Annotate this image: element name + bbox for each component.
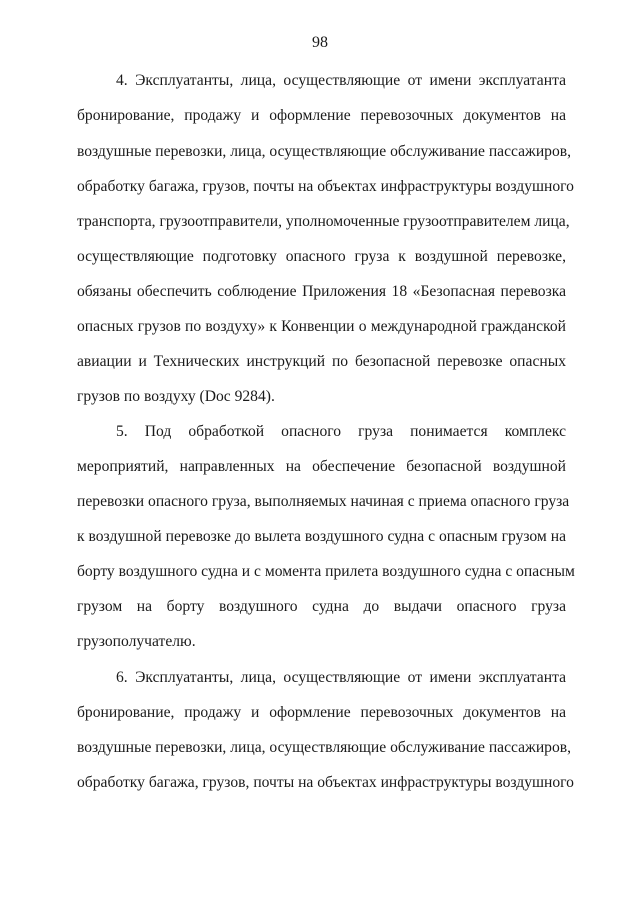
- paragraph-4-line-7: обязаны обеспечить соблюдение Приложения 18 «Безопасная перевозка: [77, 283, 566, 300]
- paragraph-5-line-2: мероприятий, направленных на обеспечение безопасной воздушной: [77, 458, 566, 475]
- paragraph-4-line-10: грузов по воздуху (Doc 9284).: [77, 388, 275, 405]
- paragraph-6-line-4: обработку багажа, грузов, почты на объектах инфраструктуры воздушного: [77, 774, 574, 791]
- paragraph-5-line-1: 5. Под обработкой опасного груза понимается комплекс: [116, 423, 566, 440]
- paragraph-4-line-2: бронирование, продажу и оформление перевозочных документов на: [77, 107, 566, 124]
- paragraph-6-line-1: 6. Эксплуатанты, лица, осуществляющие от имени эксплуатанта: [116, 669, 566, 686]
- paragraph-5-line-5: борту воздушного судна и с момента прилета воздушного судна с опасным: [77, 563, 575, 580]
- paragraph-6-line-2: бронирование, продажу и оформление перевозочных документов на: [77, 704, 566, 721]
- paragraph-5-line-7: грузополучателю.: [77, 633, 196, 650]
- paragraph-5-line-3: перевозки опасного груза, выполняемых начиная с приема опасного груза: [77, 493, 570, 510]
- paragraph-5-line-4: к воздушной перевозке до вылета воздушного судна с опасным грузом на: [77, 528, 566, 545]
- paragraph-4-line-1: 4. Эксплуатанты, лица, осуществляющие от имени эксплуатанта: [116, 72, 566, 89]
- paragraph-4-line-5: транспорта, грузоотправители, уполномоченные грузоотправителем лица,: [77, 213, 570, 230]
- paragraph-6-line-3: воздушные перевозки, лица, осуществляющие обслуживание пассажиров,: [77, 739, 572, 756]
- paragraph-4-line-9: авиации и Технических инструкций по безопасной перевозке опасных: [77, 353, 566, 370]
- page-number: 98: [312, 34, 328, 51]
- paragraph-4-line-4: обработку багажа, грузов, почты на объектах инфраструктуры воздушного: [77, 178, 574, 195]
- paragraph-4-line-3: воздушные перевозки, лица, осуществляющие обслуживание пассажиров,: [77, 143, 572, 160]
- paragraph-4-line-8: опасных грузов по воздуху» к Конвенции о международной гражданской: [77, 318, 566, 335]
- paragraph-5-line-6: грузом на борту воздушного судна до выдачи опасного груза: [77, 598, 566, 615]
- paragraph-4-line-6: осуществляющие подготовку опасного груза к воздушной перевозке,: [77, 248, 566, 265]
